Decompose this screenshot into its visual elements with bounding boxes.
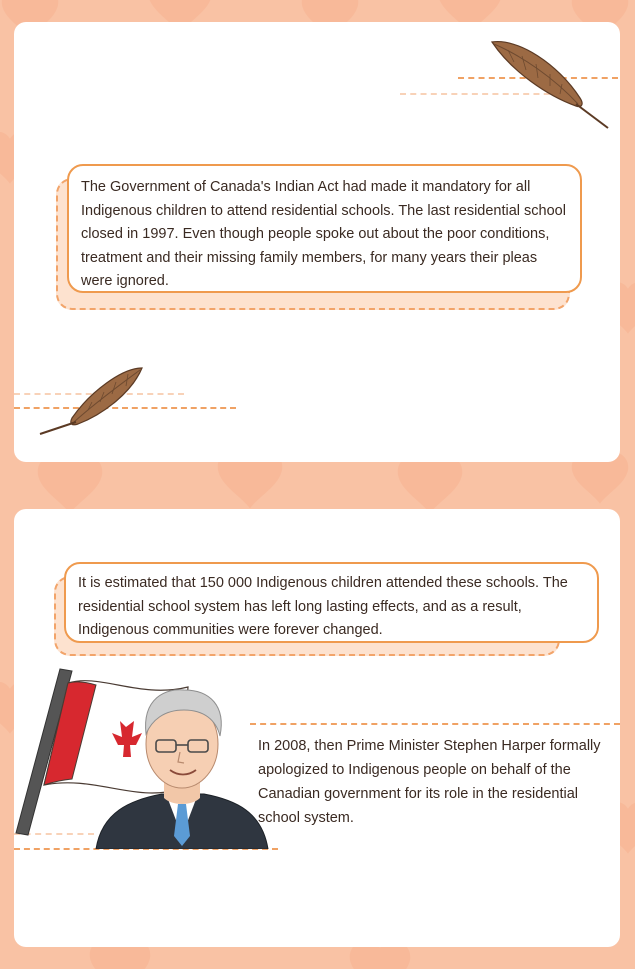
- callout-text: It is estimated that 150 000 Indigenous children attended these schools. The residential school system has left long lasting effects, and as a result, Indigenous communities were forever changed.: [78, 575, 568, 638]
- apology-text: In 2008, then Prime Minister Stephen Harper formally apologized to Indigenous people on behalf of the Canadian government for its role in the residential school system.: [258, 738, 601, 826]
- feather-illustration: [38, 364, 150, 438]
- callout-text: The Government of Canada's Indian Act had made it mandatory for all Indigenous children to attend residential schools. The last residential school closed in 1997. Even though people spoke out about the poor conditions, treatment and their missing family members, for many years their pleas were ignored.: [81, 179, 566, 289]
- stephen-harper-illustration: [92, 686, 272, 849]
- dashed-line: [250, 723, 620, 725]
- residential-schools-callout: [67, 164, 582, 293]
- feather-illustration: [488, 36, 613, 132]
- estimate-callout: [64, 562, 599, 643]
